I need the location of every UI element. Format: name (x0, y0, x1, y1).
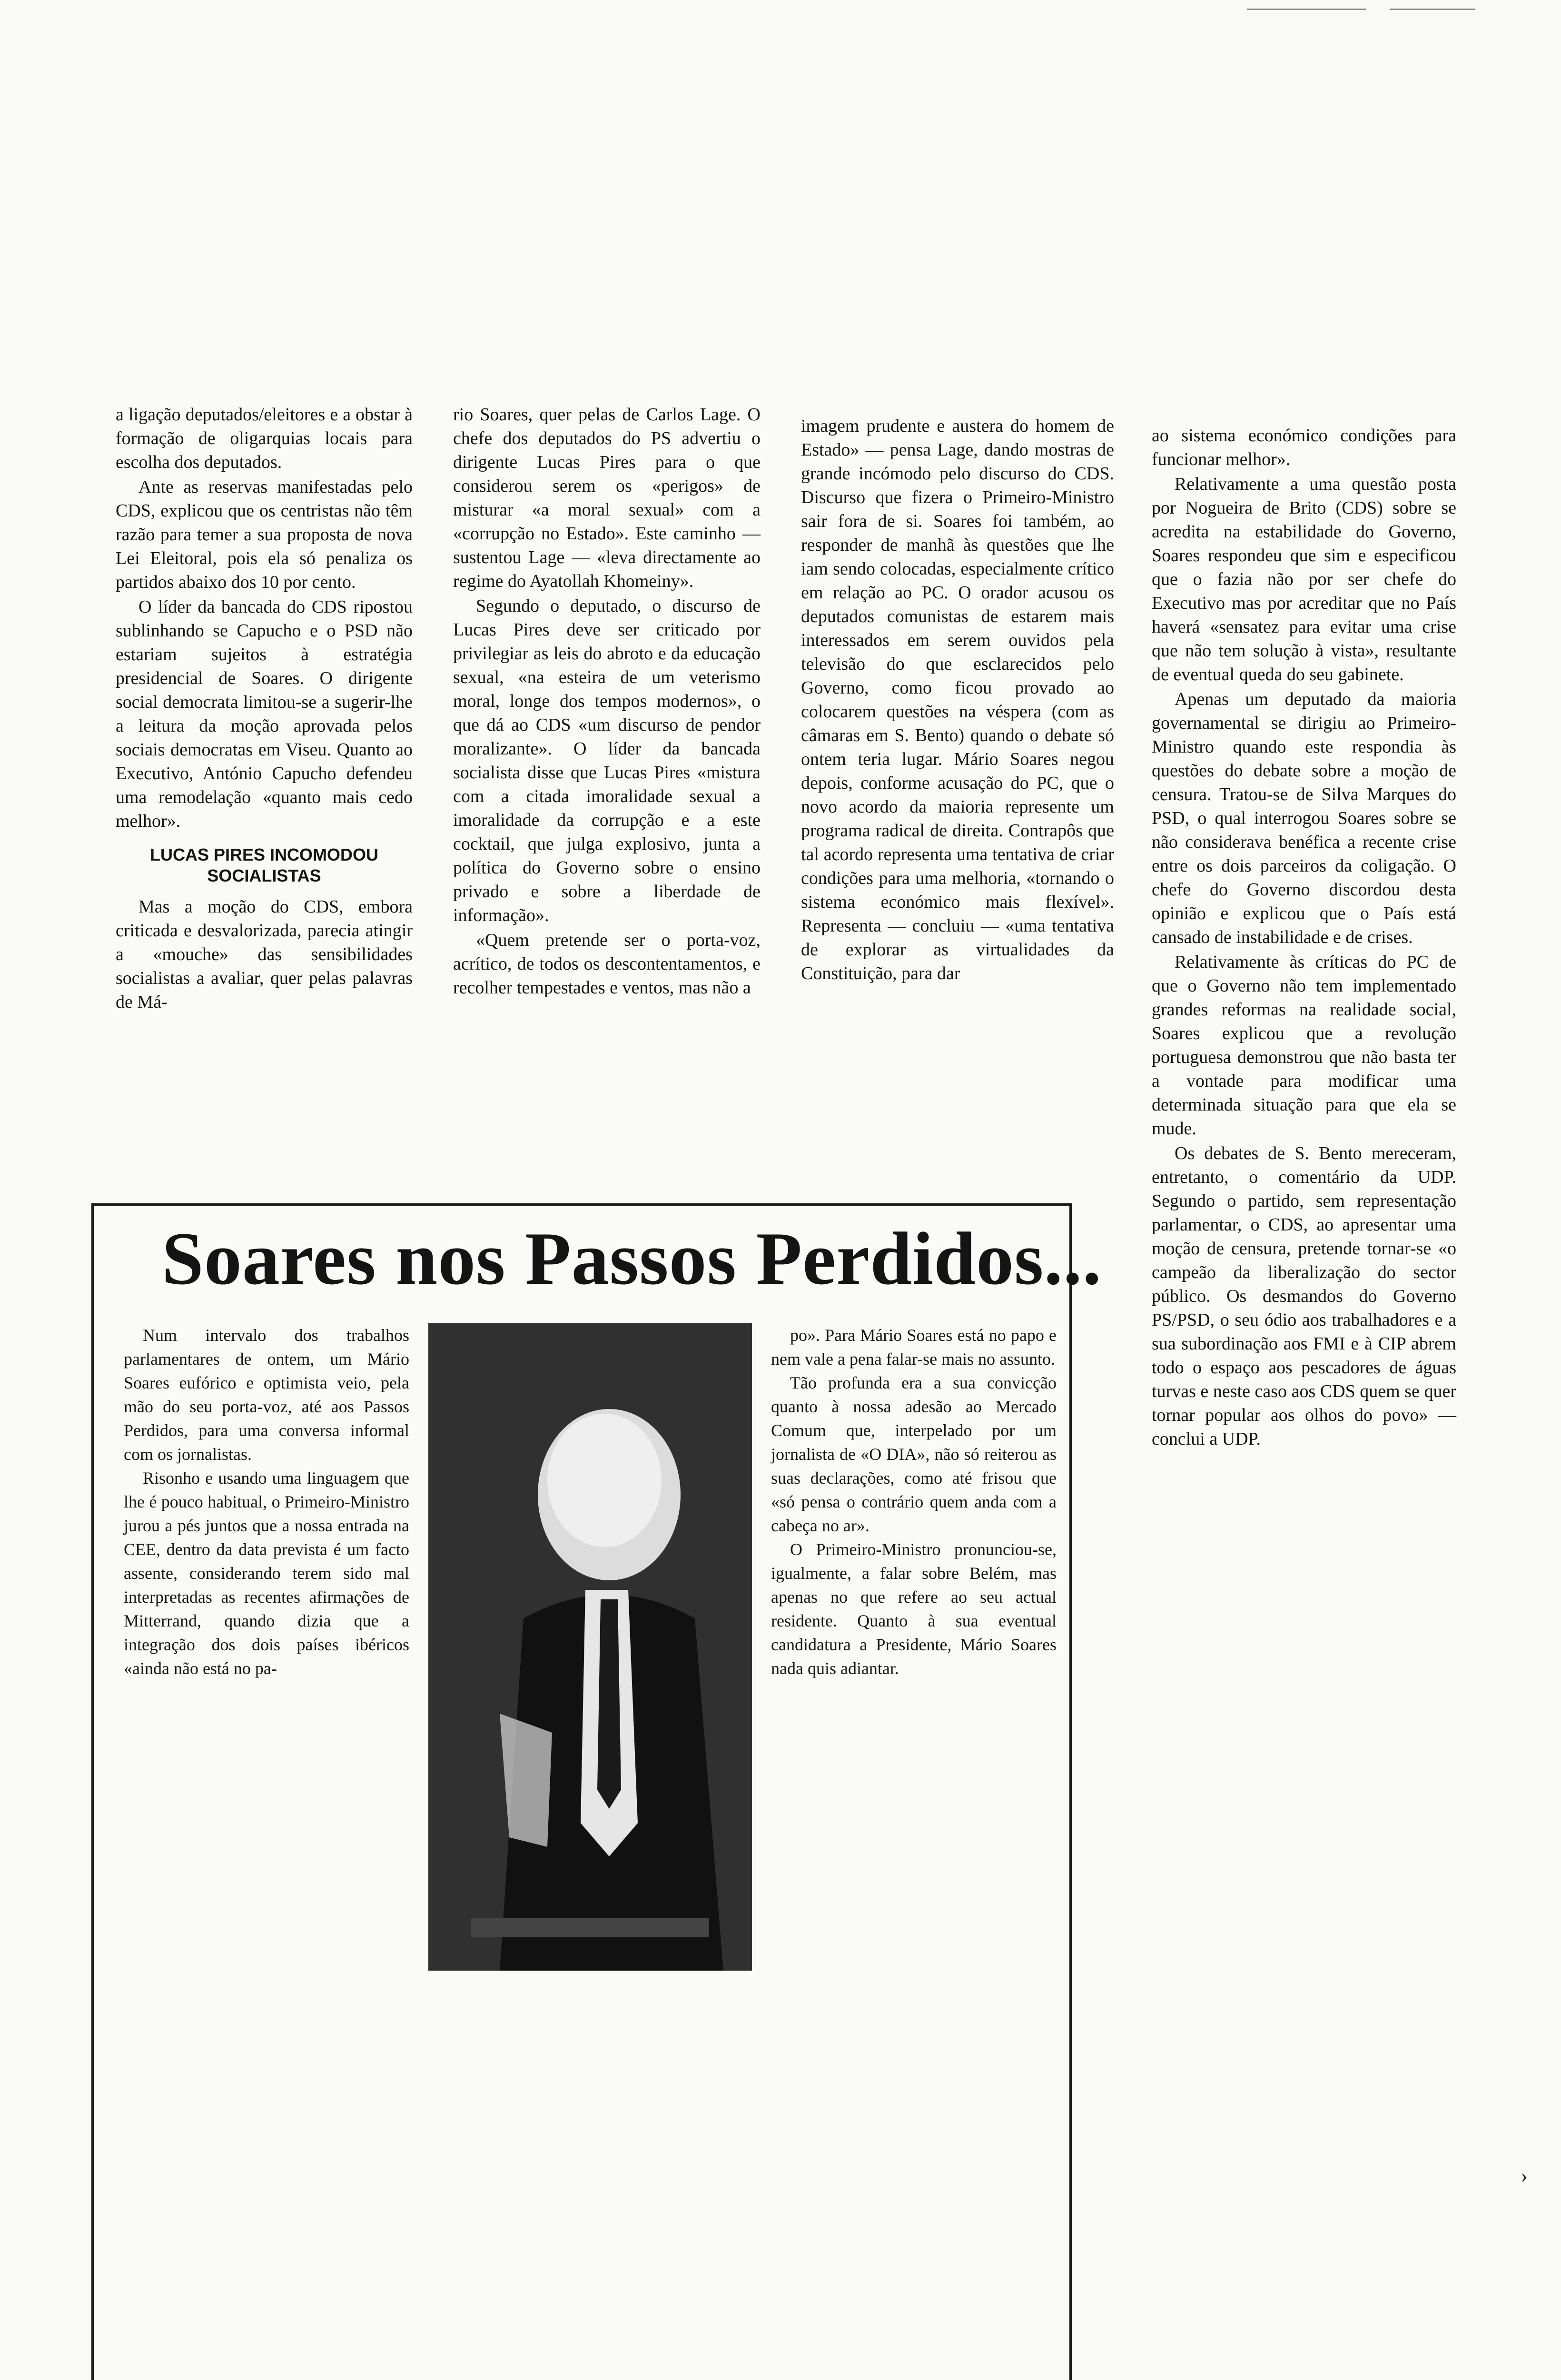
paragraph: Apenas um deputado da maioria governamental se dirigiu ao Primeiro-Ministro quando este respondia às questões do debate sobre a moção de censura. Tratou-se de Silva Marques do PSD, o qual interrogou Soares sobre se não considerava benéfica a recente crise entre os dois parceiros da coligação. O chefe do Governo discordou desta opinião e explicou que o País está cansado de instabilidade e de crises. (1152, 689, 1456, 947)
page-edge-mark: › (1521, 2164, 1528, 2187)
paragraph: Relativamente às críticas do PC de que o Governo não tem implementado grandes reformas na realidade social, Soares explicou que a revolução portuguesa demonstrou que não basta ter a vontade para modificar uma determinada situação para que ela se mude. (1152, 952, 1456, 1139)
paragraph: Num intervalo dos trabalhos parlamentares de ontem, um Mário Soares eufórico e optimista veio, pela mão do seu porta-voz, até aos Passos Perdidos, para uma conversa informal com os jornalistas. (124, 1326, 409, 1464)
portrait-photo (428, 1323, 752, 1971)
paragraph: rio Soares, quer pelas de Carlos Lage. O chefe dos deputados do PS advertiu o dirigente Lucas Pires para o que considerou serem os «perigos» de misturar «a moral sexual» com a «corrupção no Estado». Este caminho — sustentou Lage — «leva directamente ao regime do Ayatollah Khomeiny». (453, 405, 761, 591)
paragraph: Segundo o deputado, o discurso de Lucas Pires deve ser criticado por privilegiar as leis do abroto e da educação sexual, «na esteira de um veterismo moral, longe dos tempos modernos», o que dá ao CDS «um discurso de pendor moralizante». O líder da bancada socialista disse que Lucas Pires «mistura com a citada imoralidade sexual a imoralidade da corrupção e a este cocktail, que julga explosivo, junta a política do Governo sobre o ensino privado e sobre a liberdade de informação». (453, 596, 761, 925)
article-column-2 (453, 403, 761, 1000)
paragraph: Os debates de S. Bento mereceram, entretanto, o comentário da UDP. Segundo o partido, sem representação parlamentar, o CDS, ao apresentar uma moção de censura, pretende tornar-se «o campeão da liberalização do sector público. Os desmandos do Governo PS/PSD, o seu ódio aos trabalhadores e a sua subordinação aos FMI e à CIP abrem todo o espaço aos pescadores de águas turvas e neste caso aos CDS quem se quer tornar popular aos olhos do povo» — conclui a UDP. (1152, 1143, 1456, 1449)
top-scan-rule (1390, 9, 1475, 10)
paragraph: po». Para Mário Soares está no papo e nem vale a pena falar-se mais no assunto. (771, 1326, 1057, 1368)
section-subhead: LUCAS PIRES INCOMODOU SOCIALISTAS (149, 845, 379, 885)
portrait-photo-icon (428, 1323, 752, 1971)
paragraph: a ligação deputados/eleitores e a obstar à formação de oligarquias locais para escolha dos deputados. (116, 405, 413, 472)
paragraph: Ante as reservas manifestadas pelo CDS, explicou que os centristas não têm razão para temer a sua proposta de nova Lei Eleitoral, pois ela só penaliza os partidos abaixo dos 10 por cento. (116, 477, 413, 592)
article-column-3 (801, 414, 1114, 985)
paragraph: Mas a moção do CDS, embora criticada e desvalorizada, parecia atingir a «mouche» das sensibilidades socialistas a avaliar, quer pelas palavras de Má- (116, 897, 413, 1012)
article-column-4 (1152, 424, 1456, 1451)
paragraph: imagem prudente e austera do homem de Estado» — pensa Lage, dando mostras de grande incómodo pelo discurso do CDS. Discurso que fizera o Primeiro-Ministro sair fora de si. Soares foi também, ao responder de manhã às questões que lhe iam sendo colocadas, especialmente crítico em relação ao PC. O orador acusou os deputados comunistas de estarem mais interessados em serem ouvidos pela televisão do que esclarecidos pelo Governo, como ficou provado ao colocarem questões na véspera (com as câmaras em S. Bento) quando o debate só ontem teria lugar. Mário Soares negou depois, conforme acusação do PC, que o novo acordo da maioria represente um programa radical de direita. Contrapôs que tal acordo representa uma tentativa de criar condições para uma melhoria, «tornando o sistema económico mais flexível». Representa — concluiu — «uma tentativa de explorar as virtualidades da Constituição, para dar (801, 416, 1114, 983)
paragraph: Relativamente a uma questão posta por Nogueira de Brito (CDS) sobre se acredita na estabilidade do Governo, Soares respondeu que sim e especificou que o fazia não por ser chefe do Executivo mas por acreditar que no País haverá «sensatez para evitar uma crise que não tem solução à vista», resultante de eventual queda do seu gabinete. (1152, 474, 1456, 684)
paragraph: «Quem pretende ser o porta-voz, acrítico, de todos os descontentamentos, e recolher tempestades e ventos, mas não a (453, 930, 761, 998)
top-scan-rule (1247, 9, 1366, 10)
sidebar-right-column (771, 1323, 1057, 1680)
paragraph: Risonho e usando uma linguagem que lhe é pouco habitual, o Primeiro-Ministro jurou a pés juntos que a nossa entrada na CEE, dentro da data prevista é um facto assente, considerando terem sido mal interpretadas as recentes afirmações de Mitterrand, quando dizia que a integração dos dois países ibéricos «ainda não está no pa- (124, 1468, 409, 1678)
sidebar-headline: Soares nos Passos Perdidos... (162, 1217, 1102, 1300)
paragraph: O Primeiro-Ministro pronunciou-se, igualmente, a falar sobre Belém, mas apenas no que refere ao seu actual residente. Quanto à sua eventual candidatura a Presidente, Mário Soares nada quis adiantar. (771, 1540, 1057, 1678)
sidebar-left-column (124, 1323, 409, 1680)
paragraph: O líder da bancada do CDS ripostou sublinhando se Capucho e o PSD não estariam sujeitos à estratégia presidencial de Soares. O dirigente social democrata limitou-se a sugerir-lhe a leitura da moção aprovada pelos sociais democratas em Viseu. Quanto ao Executivo, António Capucho defendeu uma remodelação «quanto mais cedo melhor». (116, 597, 413, 831)
paragraph: Tão profunda era a sua convicção quanto à nossa adesão ao Mercado Comum que, interpelado por um jornalista de «O DIA», não só reiterou as suas declarações, como até frisou que «só pensa o contrário quem anda com a cabeça no ar». (771, 1373, 1057, 1535)
paragraph: ao sistema económico condições para funcionar melhor». (1152, 426, 1456, 469)
article-column-1 (116, 403, 413, 1014)
